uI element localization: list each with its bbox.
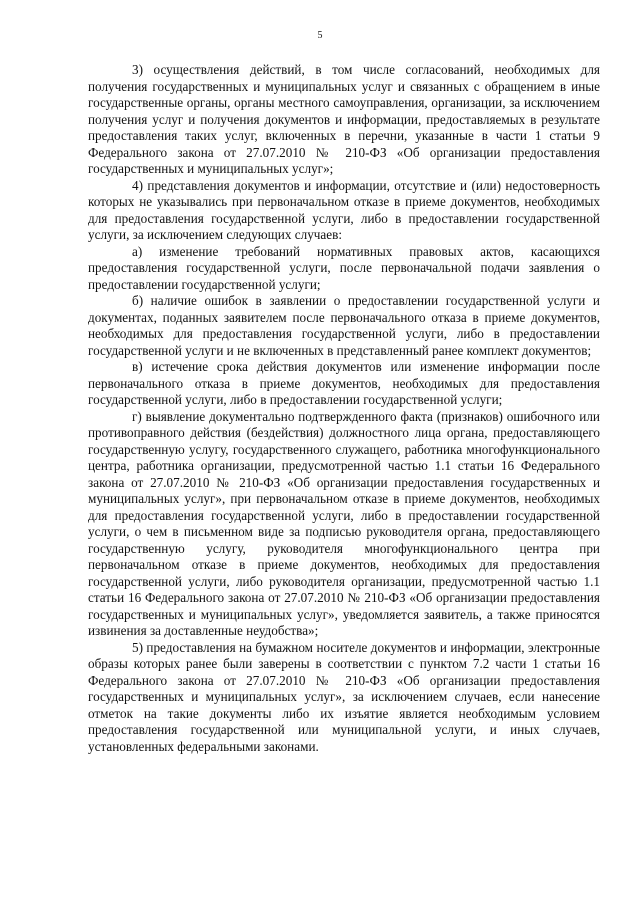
subparagraph-b: б) наличие ошибок в заявлении о предоставлении государственной услуги и документах, поданных заявителем после первоначального отказа в приеме документов, необходимых для предоставления государственной услуги, либо в предоставлении государственной услуги и не включенных в представленный ранее комплект документов; [88, 293, 600, 358]
subparagraph-a: а) изменение требований нормативных правовых актов, касающихся предоставления государственной услуги, после первоначальной подачи заявления о предоставлении государственной услуги; [88, 243, 600, 292]
paragraph-item-5: 5) предоставления на бумажном носителе документов и информации, электронные образы которых ранее были заверены в соответствии с пунктом 7.2 части 1 статьи 16 Федерального закона от 27.07.2010 № 210-ФЗ «Об организации предоставления государственных и муниципальных услуг», за исключением случаев, если нанесение отметок на такие документы либо их изъятие является необходимым условием предоставления государственной или муниципальной услуги, и иных случаев, установленных федеральными законами. [88, 639, 600, 754]
paragraph-item-4: 4) представления документов и информации, отсутствие и (или) недостоверность которых не указывались при первоначальном отказе в приеме документов, необходимых для предоставления государственной услуги, либо в предоставлении государственной услуги, за исключением следующих случаев: [88, 177, 600, 242]
subparagraph-v: в) истечение срока действия документов или изменение информации после первоначального отказа в приеме документов, необходимых для предоставления государственной услуги, либо в предоставлении государственной услуги; [88, 359, 600, 407]
page-number: 5 [317, 30, 323, 41]
subparagraph-g: г) выявление документально подтвержденного факта (признаков) ошибочного или противоправного действия (бездействия) должностного лица органа, предоставляющего государственную услугу, государственного служащего, работника многофункционального центра, работника организации, предусмотренной частью 1.1 статьи 16 Федерального закона от 27.07.2010 № 210-ФЗ «Об организации предоставления государственных и муниципальных услуг», при первоначальном отказе в приеме документов, необходимых для предоставления государственной услуги, либо в предоставлении государственной услуги, о чем в письменном виде за подписью руководителя органа, предоставляющего государственную услугу, руководителя многофункционального центра при первоначальном отказе в приеме документов, необходимых для предоставления государственной услуги, либо руководителя организации, предусмотренной частью 1.1 статьи 16 Федерального закона от 27.07.2010 № 210-ФЗ «Об организации предоставления государственных и муниципальных услуг», уведомляется заявитель, а также приносятся извинения за доставленные неудобства»; [88, 408, 600, 638]
document-body [88, 62, 600, 755]
paragraph-item-3: 3) осуществления действий, в том числе согласований, необходимых для получения государственных и муниципальных услуг и связанных с обращением в иные государственные органы, органы местного самоуправления, организации, за исключением получения услуг и получения документов и информации, предоставляемых в результате предоставления таких услуг, включенных в перечни, указанные в части 1 статьи 9 Федерального закона от 27.07.2010 № 210-ФЗ «Об организации предоставления государственных и муниципальных услуг»; [88, 62, 600, 176]
